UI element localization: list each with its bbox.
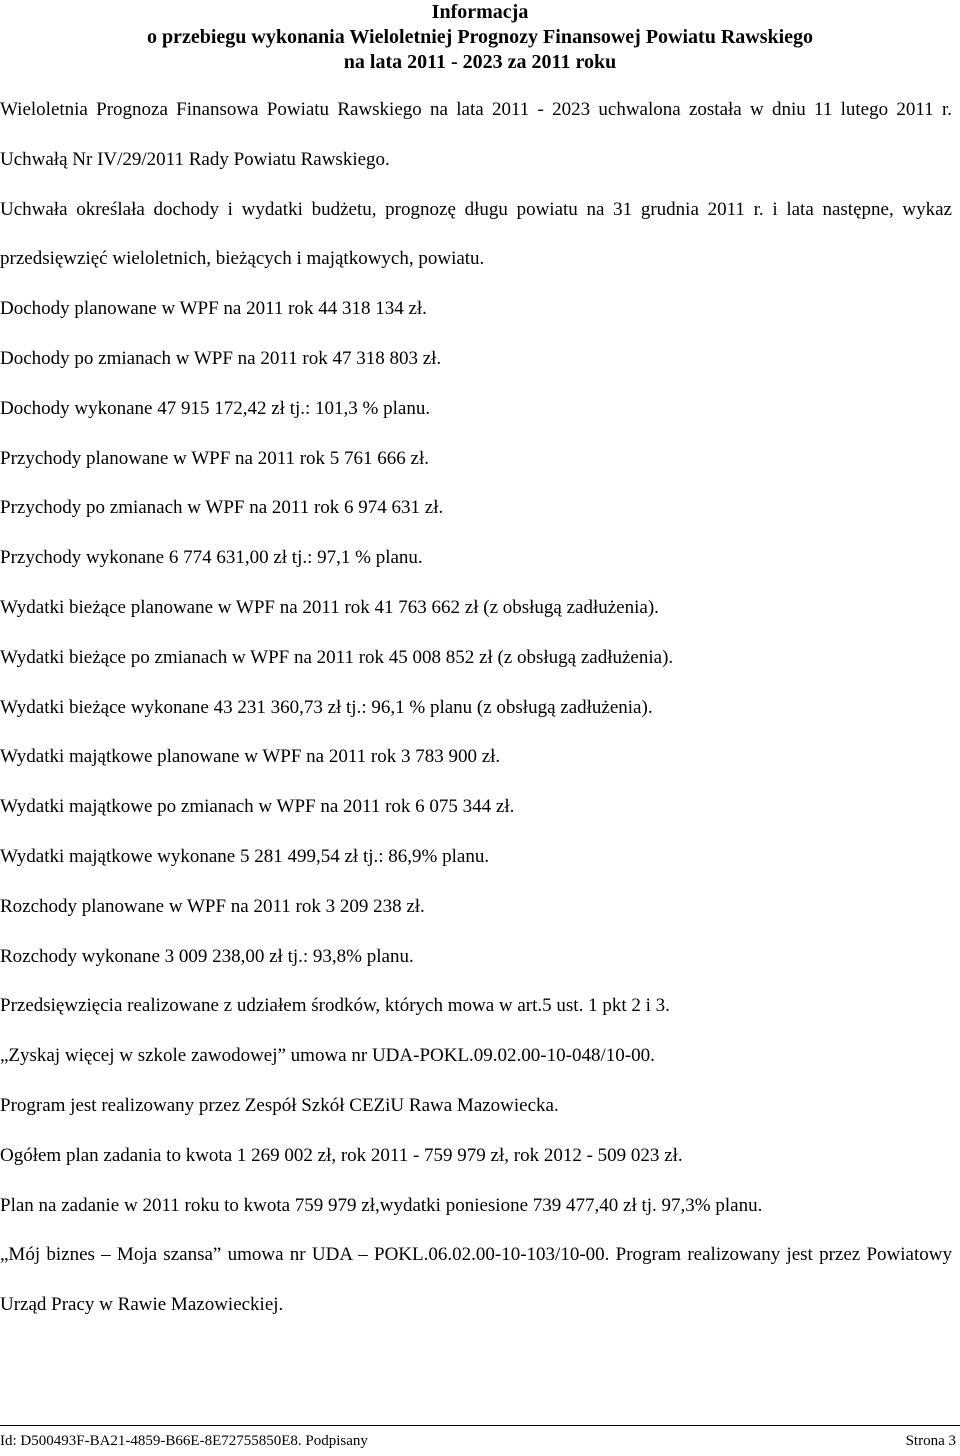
paragraph-income-amended: Dochody po zmianach w WPF na 2011 rok 47 318 803 zł. bbox=[0, 347, 442, 369]
paragraph-current-expenses-planned: Wydatki bieżące planowane w WPF na 2011 rok 41 763 662 zł (z obsługą zadłużenia). bbox=[0, 596, 659, 618]
paragraph-resolution-scope: Uchwała określała dochody i wydatki budżetu, prognozę długu powiatu na 31 grudnia 2011 r. i lata następne, wykaz przedsięwzięć wieloletnich, bieżących i majątkowych, powiatu. bbox=[0, 198, 952, 270]
paragraph-project-total-plan: Ogółem plan zadania to kwota 1 269 002 zł, rok 2011 - 759 979 zł, rok 2012 - 509 023 zł. bbox=[0, 1144, 683, 1166]
paragraph-outgoings-executed: Rozchody wykonane 3 009 238,00 zł tj.: 93,8% planu. bbox=[0, 945, 414, 967]
paragraph-income-executed: Dochody wykonane 47 915 172,42 zł tj.: 101,3 % planu. bbox=[0, 397, 431, 419]
paragraph-capital-expenses-planned: Wydatki majątkowe planowane w WPF na 2011 rok 3 783 900 zł. bbox=[0, 746, 501, 768]
paragraph-outgoings-planned: Rozchody planowane w WPF na 2011 rok 3 209 238 zł. bbox=[0, 895, 425, 917]
paragraph-capital-expenses-amended: Wydatki majątkowe po zmianach w WPF na 2011 rok 6 075 344 zł. bbox=[0, 796, 515, 818]
paragraph-revenue-amended: Przychody po zmianach w WPF na 2011 rok 6 974 631 zł. bbox=[0, 497, 444, 519]
document-subtitle: o przebiegu wykonania Wieloletniej Prognozy Finansowej Powiatu Rawskiego bbox=[146, 26, 814, 48]
paragraph-capital-expenses-executed: Wydatki majątkowe wykonane 5 281 499,54 zł tj.: 86,9% planu. bbox=[0, 845, 490, 867]
paragraph-income-planned: Dochody planowane w WPF na 2011 rok 44 318 134 zł. bbox=[0, 298, 427, 320]
paragraph-project-moj-biznes: „Mój biznes – Moja szansa” umowa nr UDA – POKL.06.02.00-10-103/10-00. Program realizowany jest przez Powiatowy Urząd Pracy w Rawie Mazowieckiej. bbox=[0, 1244, 952, 1316]
document-id: Id: D500493F-BA21-4859-B66E-8E72755850E8. Podpisany bbox=[0, 1433, 368, 1449]
page-number: Strona 3 bbox=[905, 1433, 956, 1449]
paragraph-projects-intro: Przedsięwzięcia realizowane z udziałem środków, których mowa w art.5 ust. 1 pkt 2 i 3. bbox=[0, 995, 670, 1017]
paragraph-revenue-planned: Przychody planowane w WPF na 2011 rok 5 761 666 zł. bbox=[0, 447, 430, 469]
paragraph-project-2011-plan: Plan na zadanie w 2011 roku to kwota 759 979 zł,wydatki poniesione 739 477,40 zł tj. 97,3% planu. bbox=[0, 1194, 763, 1216]
document-title: Informacja bbox=[431, 1, 529, 23]
document-body bbox=[0, 85, 952, 1330]
paragraph-project-implementer: Program jest realizowany przez Zespół Szkół CEZiU Rawa Mazowiecka. bbox=[0, 1094, 559, 1116]
paragraph-revenue-executed: Przychody wykonane 6 774 631,00 zł tj.: 97,1 % planu. bbox=[0, 547, 423, 569]
paragraph-project-zyskaj-wiecej: „Zyskaj więcej w szkole zawodowej” umowa nr UDA-POKL.09.02.00-10-048/10-00. bbox=[0, 1045, 655, 1067]
paragraph-current-expenses-amended: Wydatki bieżące po zmianach w WPF na 2011 rok 45 008 852 zł (z obsługą zadłużenia). bbox=[0, 646, 674, 668]
paragraph-intro: Wieloletnia Prognoza Finansowa Powiatu Rawskiego na lata 2011 - 2023 uchwalona została w dniu 11 lutego 2011 r. Uchwałą Nr IV/29/2011 Rady Powiatu Rawskiego. bbox=[0, 99, 952, 170]
document-period: na lata 2011 - 2023 za 2011 roku bbox=[343, 51, 617, 73]
paragraph-current-expenses-executed: Wydatki bieżące wykonane 43 231 360,73 zł tj.: 96,1 % planu (z obsługą zadłużenia). bbox=[0, 696, 653, 718]
footer-divider bbox=[0, 1425, 960, 1426]
document-header bbox=[0, 0, 960, 75]
